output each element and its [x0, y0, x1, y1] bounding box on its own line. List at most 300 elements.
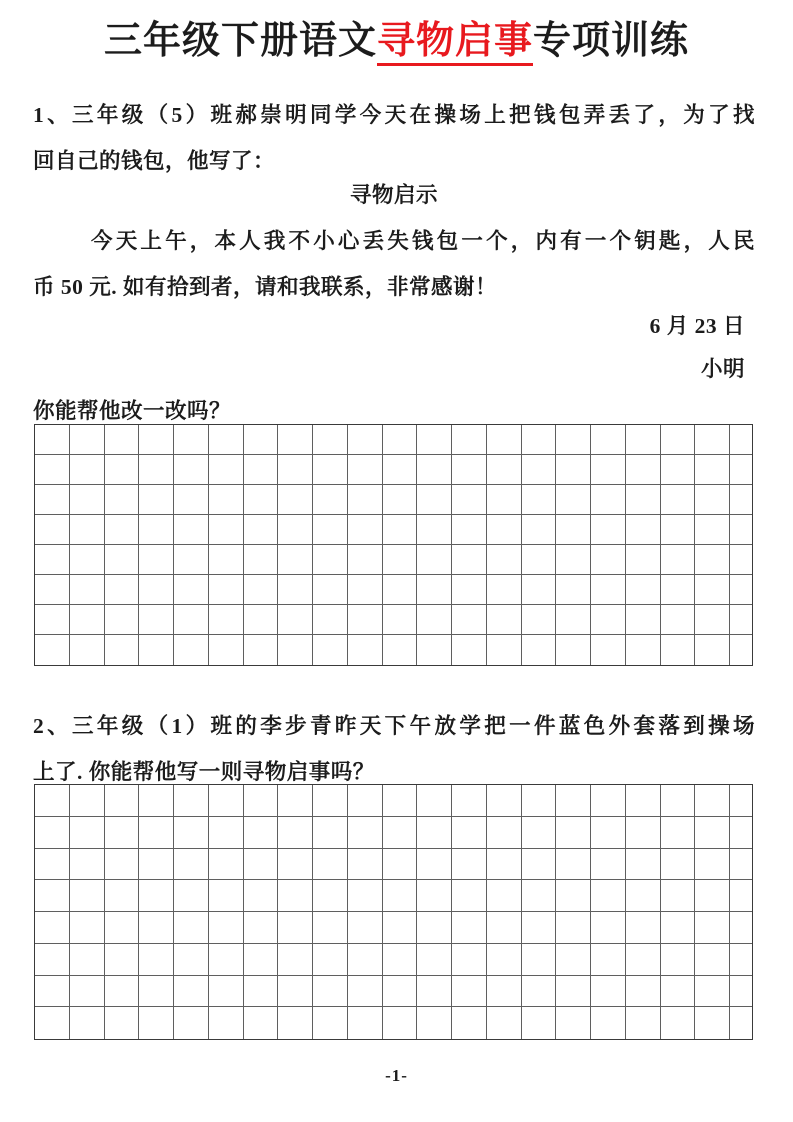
- writing-cell: [417, 849, 452, 881]
- writing-cell: [695, 849, 730, 881]
- writing-cell: [105, 575, 140, 605]
- writing-cell: [70, 1007, 105, 1039]
- writing-cell: [244, 485, 279, 515]
- writing-cell: [174, 912, 209, 944]
- writing-cell: [383, 1007, 418, 1039]
- writing-cell: [139, 605, 174, 635]
- writing-cell: [313, 455, 348, 485]
- writing-cell: [174, 1007, 209, 1039]
- writing-cell: [313, 976, 348, 1008]
- writing-cell: [174, 515, 209, 545]
- writing-cell: [591, 912, 626, 944]
- writing-cell: [278, 944, 313, 976]
- writing-cell: [278, 425, 313, 455]
- writing-cell: [522, 515, 557, 545]
- writing-cell: [35, 455, 70, 485]
- writing-cell: [35, 849, 70, 881]
- writing-cell: [278, 605, 313, 635]
- writing-cell: [244, 912, 279, 944]
- notice-date: 6 月 23 日: [649, 314, 745, 338]
- writing-cell: [487, 785, 522, 817]
- writing-cell: [522, 785, 557, 817]
- writing-cell: [695, 575, 730, 605]
- writing-cell: [626, 515, 661, 545]
- notice-heading: 寻物启示: [349, 183, 438, 207]
- writing-cell: [452, 817, 487, 849]
- writing-cell: [730, 785, 752, 817]
- writing-cell: [591, 785, 626, 817]
- writing-cell: [174, 976, 209, 1008]
- writing-cell: [348, 545, 383, 575]
- writing-cell: [244, 944, 279, 976]
- writing-cell: [417, 817, 452, 849]
- writing-cell: [695, 455, 730, 485]
- writing-cell: [591, 849, 626, 881]
- writing-cell: [556, 515, 591, 545]
- writing-cell: [452, 605, 487, 635]
- writing-cell: [452, 912, 487, 944]
- writing-cell: [35, 976, 70, 1008]
- writing-cell: [70, 515, 105, 545]
- writing-cell: [348, 515, 383, 545]
- writing-cell: [626, 455, 661, 485]
- writing-cell: [626, 785, 661, 817]
- writing-cell: [591, 976, 626, 1008]
- writing-cell: [661, 455, 696, 485]
- question1-stem: [33, 92, 755, 184]
- writing-cell: [695, 635, 730, 665]
- writing-cell: [348, 635, 383, 665]
- writing-cell: [348, 976, 383, 1008]
- writing-cell: [661, 575, 696, 605]
- page-title: [0, 16, 793, 66]
- writing-cell: [452, 485, 487, 515]
- writing-cell: [278, 880, 313, 912]
- writing-cell: [139, 944, 174, 976]
- writing-cell: [105, 912, 140, 944]
- writing-cell: [522, 976, 557, 1008]
- writing-cell: [522, 425, 557, 455]
- writing-cell: [348, 455, 383, 485]
- writing-cell: [139, 455, 174, 485]
- writing-cell: [70, 880, 105, 912]
- writing-cell: [313, 785, 348, 817]
- writing-cell: [661, 485, 696, 515]
- writing-cell: [348, 425, 383, 455]
- writing-cell: [139, 880, 174, 912]
- writing-cell: [661, 515, 696, 545]
- writing-cell: [209, 880, 244, 912]
- writing-cell: [139, 1007, 174, 1039]
- writing-cell: [139, 575, 174, 605]
- writing-cell: [591, 635, 626, 665]
- writing-cell: [209, 785, 244, 817]
- writing-cell: [626, 976, 661, 1008]
- writing-cell: [383, 880, 418, 912]
- writing-cell: [730, 976, 752, 1008]
- writing-cell: [348, 944, 383, 976]
- writing-cell: [556, 785, 591, 817]
- writing-cell: [695, 976, 730, 1008]
- writing-cell: [695, 1007, 730, 1039]
- writing-cell: [139, 635, 174, 665]
- writing-cell: [591, 515, 626, 545]
- writing-cell: [105, 976, 140, 1008]
- writing-cell: [209, 485, 244, 515]
- writing-cell: [313, 849, 348, 881]
- writing-cell: [487, 425, 522, 455]
- writing-cell: [695, 880, 730, 912]
- writing-cell: [522, 455, 557, 485]
- writing-cell: [244, 575, 279, 605]
- writing-cell: [626, 425, 661, 455]
- writing-cell: [348, 1007, 383, 1039]
- writing-cell: [695, 515, 730, 545]
- writing-cell: [730, 515, 752, 545]
- writing-cell: [313, 425, 348, 455]
- writing-cell: [209, 1007, 244, 1039]
- writing-cell: [730, 545, 752, 575]
- writing-cell: [209, 817, 244, 849]
- writing-cell: [730, 880, 752, 912]
- writing-cell: [417, 485, 452, 515]
- writing-cell: [661, 545, 696, 575]
- writing-cell: [313, 485, 348, 515]
- writing-cell: [244, 605, 279, 635]
- writing-cell: [174, 605, 209, 635]
- writing-cell: [452, 425, 487, 455]
- writing-cell: [661, 912, 696, 944]
- writing-grid-2: [34, 784, 753, 1040]
- writing-cell: [383, 455, 418, 485]
- writing-cell: [417, 635, 452, 665]
- writing-cell: [209, 912, 244, 944]
- writing-cell: [522, 545, 557, 575]
- writing-cell: [105, 1007, 140, 1039]
- writing-cell: [35, 575, 70, 605]
- question2-line2: 上了. 你能帮他写一则寻物启事吗？: [33, 760, 375, 784]
- writing-cell: [244, 817, 279, 849]
- page-title-prefix: 三年级下册语文: [103, 20, 377, 62]
- writing-cell: [522, 944, 557, 976]
- writing-cell: [278, 912, 313, 944]
- writing-cell: [35, 912, 70, 944]
- writing-cell: [244, 545, 279, 575]
- writing-cell: [591, 880, 626, 912]
- writing-cell: [417, 944, 452, 976]
- writing-cell: [626, 485, 661, 515]
- writing-cell: [522, 1007, 557, 1039]
- writing-cell: [661, 605, 696, 635]
- writing-cell: [487, 817, 522, 849]
- question1-line1: 1、三年级（5）班郝崇明同学今天在操场上把钱包弄丢了，为了找: [33, 103, 755, 127]
- writing-cell: [105, 817, 140, 849]
- writing-cell: [626, 849, 661, 881]
- writing-cell: [278, 817, 313, 849]
- writing-cell: [209, 455, 244, 485]
- writing-cell: [278, 485, 313, 515]
- writing-cell: [626, 912, 661, 944]
- writing-cell: [556, 976, 591, 1008]
- notice-body-line2: 币 50 元. 如有拾到者，请和我联系，非常感谢！: [33, 275, 498, 299]
- writing-cell: [452, 880, 487, 912]
- writing-cell: [313, 880, 348, 912]
- writing-cell: [383, 849, 418, 881]
- writing-cell: [209, 976, 244, 1008]
- question1-line2: 回自己的钱包，他写了：: [33, 149, 276, 173]
- writing-cell: [383, 545, 418, 575]
- writing-cell: [452, 545, 487, 575]
- writing-cell: [556, 545, 591, 575]
- writing-cell: [417, 575, 452, 605]
- writing-cell: [487, 976, 522, 1008]
- writing-cell: [591, 545, 626, 575]
- writing-cell: [730, 575, 752, 605]
- writing-cell: [487, 1007, 522, 1039]
- writing-cell: [174, 455, 209, 485]
- writing-cell: [313, 575, 348, 605]
- writing-cell: [626, 817, 661, 849]
- writing-cell: [661, 817, 696, 849]
- writing-cell: [417, 785, 452, 817]
- writing-cell: [35, 817, 70, 849]
- writing-cell: [244, 635, 279, 665]
- writing-cell: [244, 849, 279, 881]
- writing-cell: [35, 1007, 70, 1039]
- writing-cell: [487, 944, 522, 976]
- question2-line1: 2、三年级（1）班的李步青昨天下午放学把一件蓝色外套落到操场: [33, 714, 755, 738]
- writing-cell: [730, 425, 752, 455]
- writing-cell: [174, 880, 209, 912]
- writing-cell: [452, 849, 487, 881]
- writing-cell: [174, 817, 209, 849]
- writing-cell: [487, 545, 522, 575]
- writing-cell: [209, 849, 244, 881]
- writing-cell: [105, 485, 140, 515]
- writing-cell: [487, 635, 522, 665]
- writing-cell: [383, 976, 418, 1008]
- writing-cell: [105, 515, 140, 545]
- writing-cell: [105, 455, 140, 485]
- writing-cell: [209, 575, 244, 605]
- writing-cell: [313, 817, 348, 849]
- writing-cell: [244, 880, 279, 912]
- writing-cell: [244, 455, 279, 485]
- writing-cell: [139, 545, 174, 575]
- writing-cell: [695, 485, 730, 515]
- writing-cell: [348, 880, 383, 912]
- writing-cell: [522, 849, 557, 881]
- writing-cell: [70, 849, 105, 881]
- writing-cell: [556, 635, 591, 665]
- writing-cell: [35, 880, 70, 912]
- writing-cell: [522, 485, 557, 515]
- writing-cell: [383, 575, 418, 605]
- writing-cell: [35, 785, 70, 817]
- writing-cell: [244, 1007, 279, 1039]
- writing-cell: [209, 545, 244, 575]
- writing-cell: [70, 605, 105, 635]
- writing-cell: [278, 976, 313, 1008]
- writing-cell: [695, 817, 730, 849]
- writing-cell: [278, 545, 313, 575]
- writing-cell: [105, 849, 140, 881]
- writing-cell: [487, 849, 522, 881]
- writing-cell: [383, 515, 418, 545]
- writing-cell: [348, 849, 383, 881]
- writing-cell: [417, 1007, 452, 1039]
- writing-cell: [452, 1007, 487, 1039]
- writing-cell: [278, 849, 313, 881]
- writing-cell: [70, 944, 105, 976]
- writing-cell: [591, 425, 626, 455]
- writing-cell: [730, 817, 752, 849]
- writing-cell: [452, 785, 487, 817]
- writing-cell: [730, 485, 752, 515]
- writing-cell: [661, 976, 696, 1008]
- writing-cell: [348, 912, 383, 944]
- writing-cell: [174, 944, 209, 976]
- writing-cell: [35, 545, 70, 575]
- writing-cell: [139, 849, 174, 881]
- writing-cell: [417, 605, 452, 635]
- writing-cell: [487, 455, 522, 485]
- writing-cell: [70, 912, 105, 944]
- writing-cell: [556, 880, 591, 912]
- writing-cell: [35, 944, 70, 976]
- writing-cell: [522, 817, 557, 849]
- writing-cell: [383, 605, 418, 635]
- writing-cell: [487, 485, 522, 515]
- writing-cell: [174, 635, 209, 665]
- writing-cell: [661, 635, 696, 665]
- writing-cell: [591, 455, 626, 485]
- writing-cell: [348, 605, 383, 635]
- page-title-suffix: 专项训练: [533, 20, 690, 62]
- writing-cell: [522, 605, 557, 635]
- writing-cell: [278, 515, 313, 545]
- writing-cell: [417, 515, 452, 545]
- writing-cell: [556, 817, 591, 849]
- writing-cell: [70, 485, 105, 515]
- writing-cell: [591, 817, 626, 849]
- writing-cell: [417, 455, 452, 485]
- writing-cell: [70, 575, 105, 605]
- writing-cell: [348, 785, 383, 817]
- writing-cell: [730, 849, 752, 881]
- writing-cell: [313, 912, 348, 944]
- writing-cell: [556, 485, 591, 515]
- writing-cell: [522, 635, 557, 665]
- writing-cell: [105, 425, 140, 455]
- writing-cell: [105, 880, 140, 912]
- writing-cell: [591, 605, 626, 635]
- writing-cell: [70, 817, 105, 849]
- writing-cell: [139, 912, 174, 944]
- writing-cell: [383, 944, 418, 976]
- writing-cell: [661, 1007, 696, 1039]
- writing-cell: [487, 912, 522, 944]
- writing-cell: [730, 605, 752, 635]
- writing-cell: [452, 575, 487, 605]
- writing-cell: [556, 1007, 591, 1039]
- writing-cell: [278, 635, 313, 665]
- writing-cell: [730, 912, 752, 944]
- writing-cell: [452, 455, 487, 485]
- writing-cell: [278, 785, 313, 817]
- writing-cell: [730, 635, 752, 665]
- writing-cell: [452, 635, 487, 665]
- writing-cell: [209, 944, 244, 976]
- writing-cell: [70, 455, 105, 485]
- writing-cell: [70, 976, 105, 1008]
- writing-cell: [348, 817, 383, 849]
- writing-cell: [139, 425, 174, 455]
- writing-cell: [105, 545, 140, 575]
- writing-cell: [383, 785, 418, 817]
- notice-body: [33, 218, 755, 310]
- writing-cell: [174, 575, 209, 605]
- notice-signature: 小明: [700, 357, 745, 381]
- writing-cell: [487, 575, 522, 605]
- writing-cell: [522, 575, 557, 605]
- writing-cell: [244, 515, 279, 545]
- writing-cell: [417, 425, 452, 455]
- writing-cell: [556, 455, 591, 485]
- writing-cell: [313, 944, 348, 976]
- writing-cell: [313, 635, 348, 665]
- writing-cell: [626, 944, 661, 976]
- writing-cell: [487, 605, 522, 635]
- writing-cell: [556, 605, 591, 635]
- writing-cell: [383, 485, 418, 515]
- writing-cell: [70, 635, 105, 665]
- writing-grid-1: [34, 424, 753, 666]
- writing-cell: [661, 880, 696, 912]
- writing-cell: [695, 545, 730, 575]
- page-number: -1-: [385, 1066, 408, 1085]
- writing-cell: [35, 425, 70, 455]
- writing-cell: [313, 515, 348, 545]
- writing-cell: [730, 1007, 752, 1039]
- writing-cell: [35, 515, 70, 545]
- writing-cell: [35, 485, 70, 515]
- writing-cell: [695, 944, 730, 976]
- question1-prompt: 你能帮他改一改吗？: [33, 399, 232, 423]
- writing-cell: [383, 425, 418, 455]
- writing-cell: [139, 515, 174, 545]
- writing-cell: [278, 455, 313, 485]
- writing-cell: [522, 880, 557, 912]
- writing-cell: [695, 912, 730, 944]
- writing-cell: [105, 944, 140, 976]
- writing-cell: [209, 515, 244, 545]
- writing-cell: [139, 817, 174, 849]
- writing-cell: [209, 605, 244, 635]
- writing-cell: [174, 425, 209, 455]
- writing-cell: [452, 515, 487, 545]
- writing-cell: [70, 785, 105, 817]
- writing-cell: [556, 575, 591, 605]
- writing-cell: [105, 785, 140, 817]
- writing-cell: [661, 944, 696, 976]
- writing-cell: [174, 485, 209, 515]
- writing-cell: [661, 425, 696, 455]
- writing-cell: [35, 605, 70, 635]
- writing-cell: [661, 849, 696, 881]
- writing-cell: [626, 880, 661, 912]
- writing-cell: [626, 545, 661, 575]
